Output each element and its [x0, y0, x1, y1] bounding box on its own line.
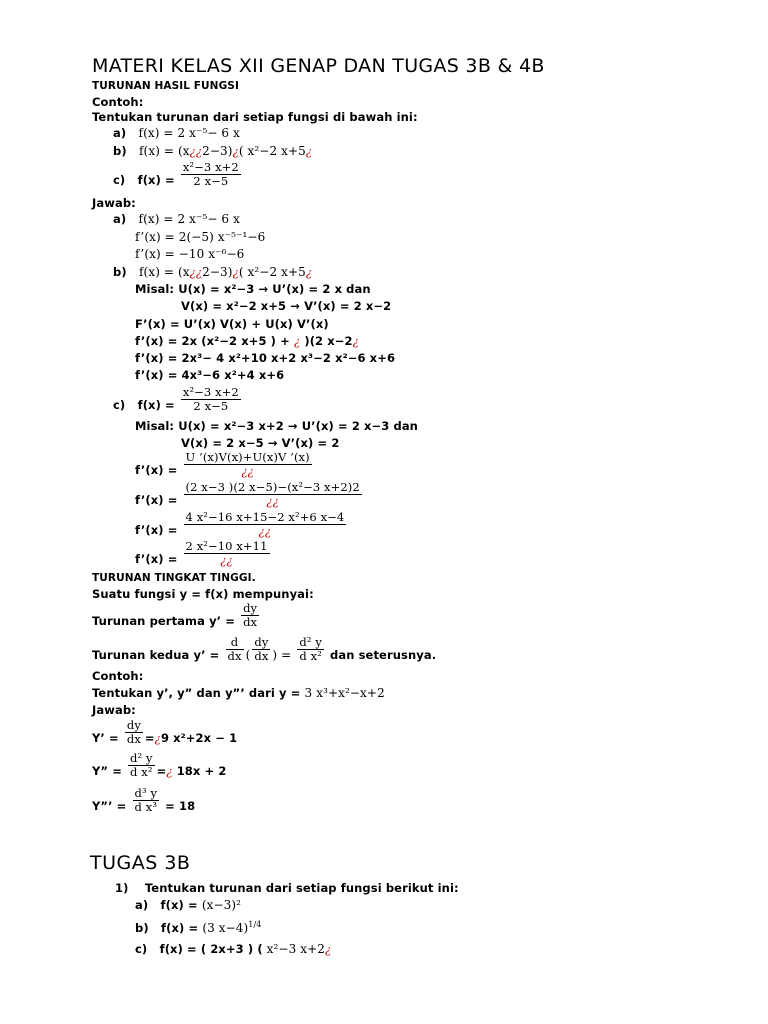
tugas-b: b) f(x) = (3 x−4)$^{1/4}$: [135, 920, 262, 935]
y-triple-prime: Y”’ = $\frac{\text{d³ y}}{\text{d x³}}$ = 18: [92, 786, 196, 814]
section-heading-turunan-tinggi: TURUNAN TINGKAT TINGGI.: [92, 572, 256, 584]
answer-b-misal-v: V(x) = x²−2 x+5 → V’(x) = 2 x−2: [181, 299, 392, 313]
answer-c-misal-u: Misal: U(x) = x²−3 x+2 → U’(x) = 2 x−3 dan: [135, 419, 418, 433]
answer-c-step4: f’(x) = $\frac{\text{2 x²−10 x+11}}{¿¿}$: [135, 539, 268, 567]
tugas-instruction: 1) Tentukan turunan dari setiap fungsi berikut ini:: [115, 881, 459, 895]
tugas-title: TUGAS 3B: [90, 852, 191, 874]
section-heading-turunan-hasil: TURUNAN HASIL FUNGSI: [92, 80, 239, 92]
answer-c-step1: f’(x) = $\frac{U ’(x)V(x)+U(x)V ’(x)}{¿¿}$: [135, 450, 310, 478]
answer-a-line1: a) f(x) = 2 x⁻⁵− 6 x: [113, 212, 240, 226]
fraction: $\frac{\text{x²−3 x+2}}{2 x-5}$: [182, 385, 239, 413]
example-b: b) f(x) = (x¿¿2−3)¿( x²−2 x+5¿: [113, 144, 313, 158]
page-title: MATERI KELAS XII GENAP DAN TUGAS 3B & 4B: [92, 55, 545, 77]
tugas-c: c) f(x) = ( 2x+3 ) ( x²−3 x+2¿: [135, 942, 332, 956]
instruction: Tentukan turunan dari setiap fungsi di bawah ini:: [92, 110, 418, 124]
tugas-a: a) f(x) = (x−3)²: [135, 898, 242, 912]
answer-c-step3: f’(x) = $\frac{\text{4 x²−16 x+15−2 x²+6 x−4}}{¿¿}$: [135, 510, 345, 538]
jawab-label: Jawab:: [92, 196, 136, 210]
example-c: c) f(x) = $\frac{\text{x²−3 x+2}}{2 x-5}$: [113, 160, 239, 188]
tentukan-y: Tentukan y’, y” dan y”’ dari y = 3 x³+x²−x+2: [92, 686, 385, 700]
jawab-label-2: Jawab:: [92, 703, 136, 717]
answer-b-step3: f’(x) = 4x³−6 x²+4 x+6: [135, 368, 285, 382]
answer-c-misal-v: V(x) = 2 x−5 → V’(x) = 2: [181, 436, 340, 450]
answer-b-product-rule: F’(x) = U’(x) V(x) + U(x) V’(x): [135, 317, 329, 331]
answer-b-step2: f’(x) = 2x³− 4 x²+10 x+2 x³−2 x²−6 x+6: [135, 351, 396, 365]
answer-b-misal-u: Misal: U(x) = x²−3 → U’(x) = 2 x dan: [135, 282, 371, 296]
contoh-label: Contoh:: [92, 95, 144, 109]
turunan-pertama: Turunan pertama y’ = $\frac{dy}{dx}$: [92, 601, 258, 629]
answer-c-step2: f’(x) = $\frac{\text{(2 x−3 )(2 x−5)−(x²−3 x+2)2}}{¿¿}$: [135, 480, 360, 508]
y-prime: Y’ = $\frac{dy}{dx}$ =¿9 x²+2x − 1: [92, 718, 238, 746]
turunan-kedua: Turunan kedua y’ = $\frac{d}{dx}$ ( $\frac{dy}{dx}$ ) = $\frac{\text{d² y}}{\text{d x²}}$ dan seterusnya.: [92, 635, 437, 663]
answer-b-step1: f’(x) = 2x (x²−2 x+5 ) + ¿ )(2 x−2¿: [135, 334, 359, 348]
answer-c-line1: c) f(x) = $\frac{\text{x²−3 x+2}}{2 x-5}$: [113, 385, 239, 413]
answer-a-line2: f’(x) = 2(−5) x⁻⁵⁻¹−6: [135, 230, 266, 244]
y-double-prime: Y” = $\frac{\text{d² y}}{\text{d x²}}$ =¿ 18x + 2: [92, 751, 227, 779]
answer-b-line1: b) f(x) = (x¿¿2−3)¿( x²−2 x+5¿: [113, 265, 313, 279]
example-a: a) f(x) = 2 x⁻⁵− 6 x: [113, 126, 240, 140]
answer-a-line3: f’(x) = −10 x⁻⁶−6: [135, 247, 245, 261]
contoh-label-2: Contoh:: [92, 669, 144, 683]
fraction: $\frac{\text{x²−3 x+2}}{2 x-5}$: [182, 160, 239, 188]
suatu-fungsi: Suatu fungsi y = f(x) mempunyai:: [92, 587, 314, 601]
